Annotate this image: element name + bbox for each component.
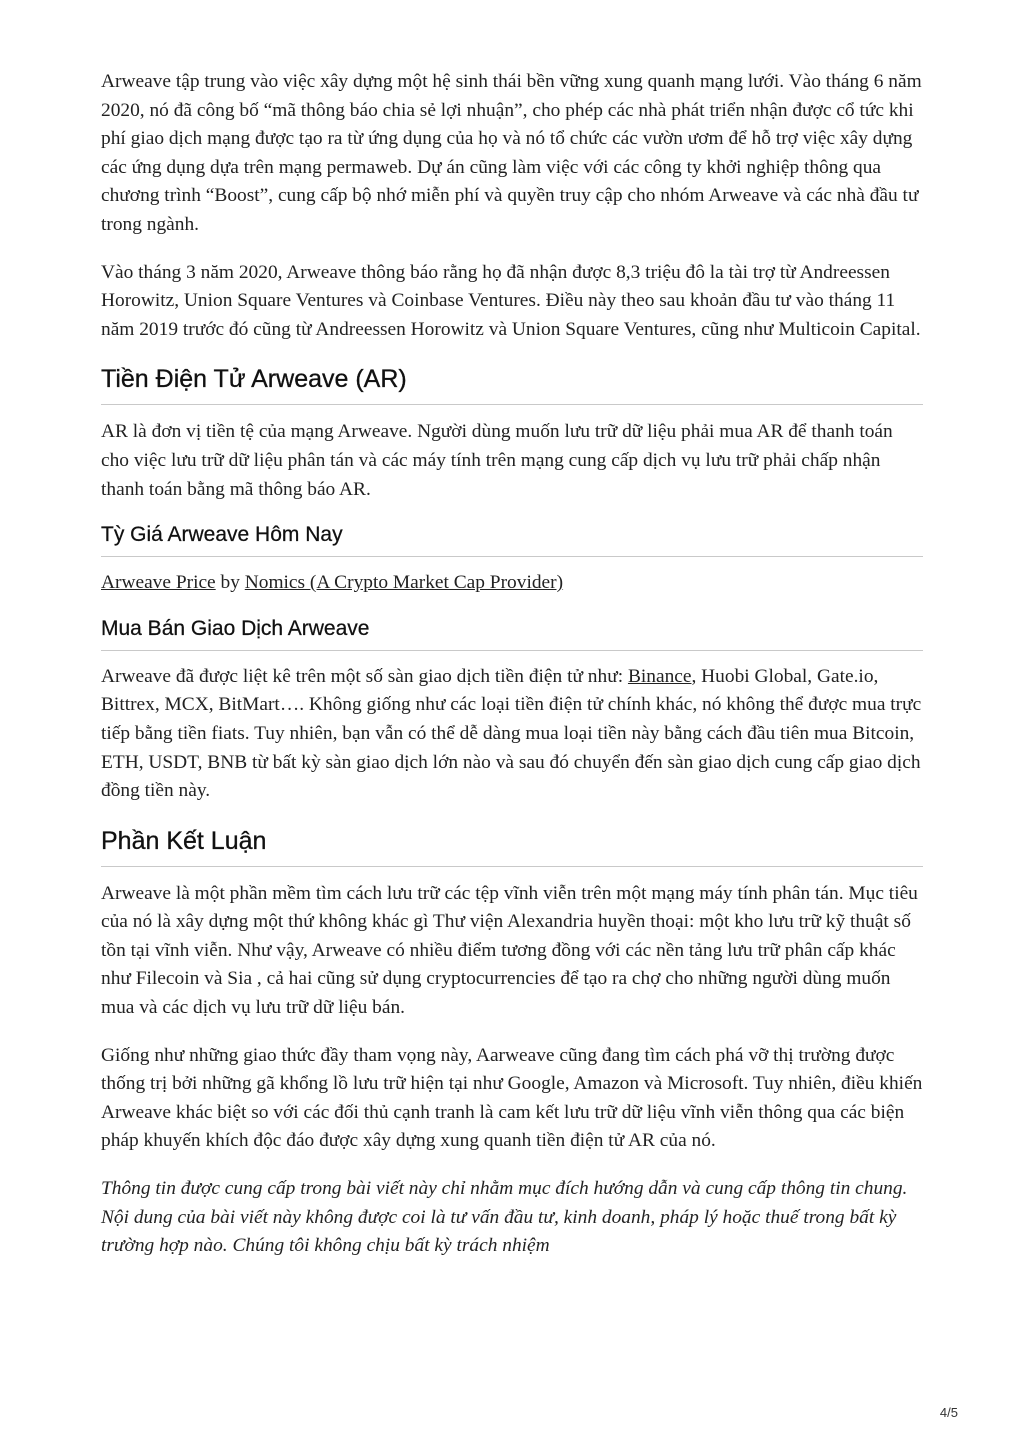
arweave-price-link[interactable]: Arweave Price — [101, 572, 216, 594]
page-number: 4/5 — [939, 1405, 958, 1420]
paragraph-conclusion-2: Giống như những giao thức đầy tham vọng này, Aarweave cũng đang tìm cách phá vỡ thị trường được thống trị bởi những gã khổng lồ lưu trữ hiện tại như Google, Amazon và Microsoft. Tuy nhiên, điều khiến Arweave khác biệt so với các đối thủ cạnh tranh là cam kết lưu trữ dữ liệu vĩnh viễn thông qua các biện pháp khuyến khích độc đáo được xây dựng xung quanh tiền điện tử AR của nó. — [101, 1044, 923, 1152]
paragraph-trading-start: Arweave đã được liệt kê trên một số sàn giao dịch tiền điện tử như: — [101, 665, 628, 687]
paragraph-funding: Vào tháng 3 năm 2020, Arweave thông báo rằng họ đã nhận được 8,3 triệu đô la tài trợ từ Andreessen Horowitz, Union Square Ventures và Coinbase Ventures. Điều này theo sau khoản đầu tư vào tháng 11 năm 2019 trước đó cũng từ Andreessen Horowitz và Union Square Ventures, cũng như Multicoin Capital. — [101, 261, 921, 340]
price-widget-by: by — [215, 572, 245, 594]
paragraph-disclaimer: Thông tin được cung cấp trong bài viết này chỉ nhằm mục đích hướng dẫn và cung cấp thông tin chung. Nội dung của bài viết này không được coi là tư vấn đầu tư, kinh doanh, pháp lý hoặc thuế trong bất kỳ trường hợp nào. Chúng tôi không chịu bất kỳ trách nhiệm — [101, 1178, 908, 1257]
heading-price-today: Tỳ Giá Arweave Hôm Nay — [101, 523, 923, 557]
binance-link[interactable]: Binance — [627, 665, 692, 687]
nomics-link[interactable]: Nomics (A Crypto Market Cap Provider) — [244, 572, 564, 594]
paragraph-conclusion-1: Arweave là một phần mềm tìm cách lưu trữ các tệp vĩnh viễn trên một mạng máy tính phân tán. Mục tiêu của nó là xây dựng một thứ không khác gì Thư viện Alexandria huyền thoại: một kho lưu trữ kỹ thuật số tồn tại vĩnh viễn. Như vậy, Arweave có nhiều điểm tương đồng với các nền tảng lưu trữ phân cấp khác như Filecoin và Sia , cả hai cũng sử dụng cryptocurrencies để tạo ra chợ cho những người dùng muốn mua và các dịch vụ lưu trữ dữ liệu bán. — [101, 882, 918, 1019]
heading-trading: Mua Bán Giao Dịch Arweave — [101, 617, 923, 651]
paragraph-trading-end: , Huobi Global, Gate.io, Bittrex, MCX, BitMart…. Không giống như các loại tiền điện tử chính khác, nó không thể được mua trực tiếp bằng tiền fiats. Tuy nhiên, bạn vẫn có thể dễ dàng mua loại tiền này bằng cách đầu tiên mua Bitcoin, ETH, USDT, BNB từ bất kỳ sàn giao dịch lớn nào và sau đó chuyển đến sàn giao dịch cung cấp giao dịch đồng tiền này. — [101, 665, 922, 802]
paragraph-ecosystem: Arweave tập trung vào việc xây dựng một hệ sinh thái bền vững xung quanh mạng lưới. Vào tháng 6 năm 2020, nó đã công bố “mã thông báo chia sẻ lợi nhuận”, cho phép các nhà phát triển nhận được cổ tức khi phí giao dịch mạng được tạo ra từ ứng dụng của họ và nó tổ chức các vườn ươm để hỗ trợ việc xây dựng các ứng dụng dựa trên mạng permaweb. Dự án cũng làm việc với các công ty khởi nghiệp thông qua chương trình “Boost”, cung cấp bộ nhớ miễn phí và quyền truy cập cho nhóm Arweave và các nhà đầu tư trong ngành. — [101, 71, 922, 235]
price-widget-line — [101, 569, 923, 598]
paragraph-trading — [101, 663, 923, 806]
paragraph-ar-token: AR là đơn vị tiền tệ của mạng Arweave. Người dùng muốn lưu trữ dữ liệu phải mua AR để thanh toán cho việc lưu trữ dữ liệu phân tán và các máy tính trên mạng cung cấp dịch vụ lưu trữ phải chấp nhận thanh toán bằng mã thông báo AR. — [101, 421, 893, 500]
heading-conclusion: Phần Kết Luận — [101, 826, 923, 867]
heading-ar-token: Tiền Điện Tử Arweave (AR) — [101, 364, 923, 405]
article-body — [101, 68, 923, 1280]
